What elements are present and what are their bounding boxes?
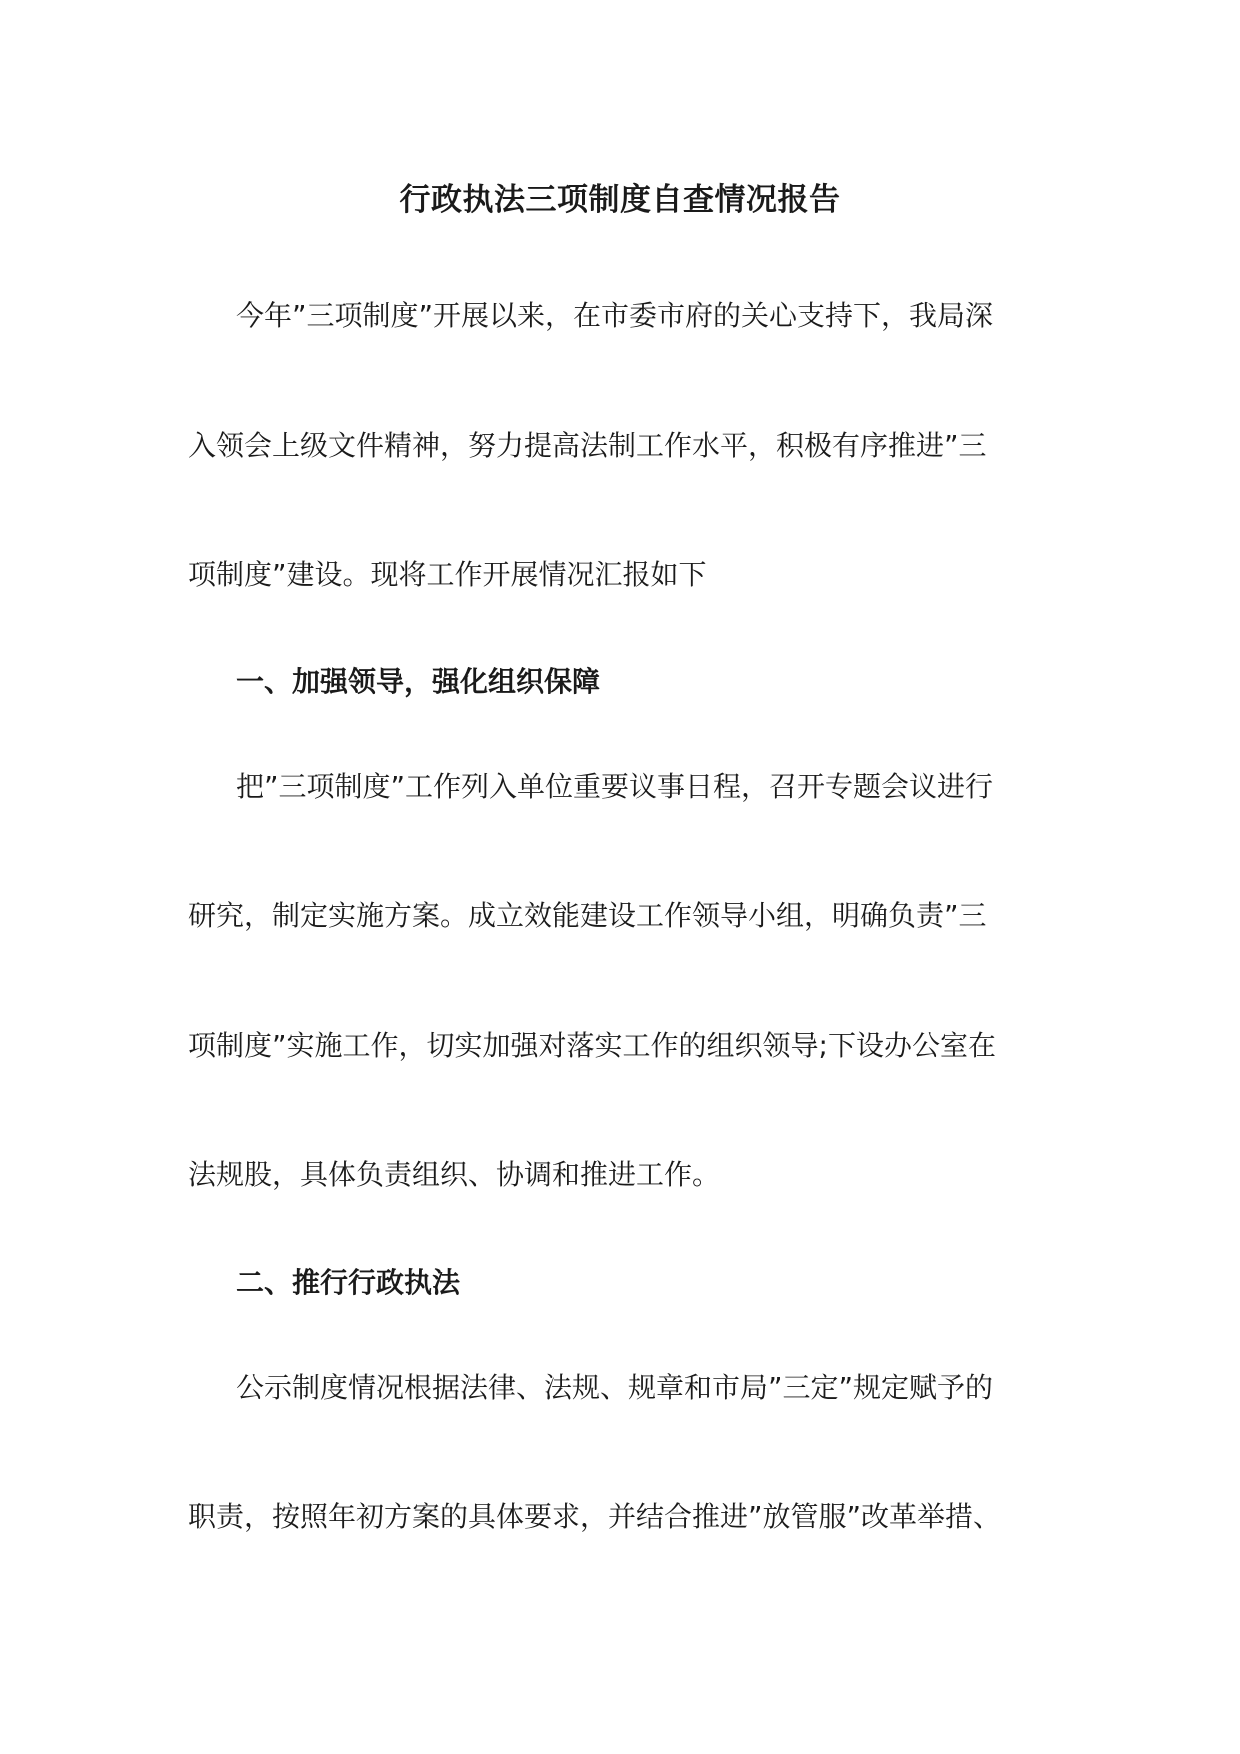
paragraph-line: 把”三项制度”工作列入单位重要议事日程，召开专题会议进行	[236, 770, 994, 803]
paragraph-line: 公示制度情况根据法律、法规、规章和市局”三定”规定赋予的	[236, 1371, 994, 1404]
paragraph-line: 项制度”实施工作，切实加强对落实工作的组织领导;下设办公室在	[188, 1029, 996, 1062]
paragraph-line: 研究，制定实施方案。成立效能建设工作领导小组，明确负责”三	[188, 899, 987, 932]
section-heading: 一、加强领导，强化组织保障	[236, 665, 601, 698]
paragraph-line: 入领会上级文件精神，努力提高法制工作水平，积极有序推进”三	[188, 429, 987, 462]
paragraph-line: 今年”三项制度”开展以来，在市委市府的关心支持下，我局深	[236, 299, 994, 332]
paragraph-line: 法规股，具体负责组织、协调和推进工作。	[188, 1158, 721, 1191]
paragraph-line: 项制度”建设。现将工作开展情况汇报如下	[188, 558, 707, 591]
paragraph-line: 职责，按照年初方案的具体要求，并结合推进”放管服”改革举措、	[188, 1500, 1002, 1533]
section-heading: 二、推行行政执法	[236, 1266, 461, 1299]
document-title: 行政执法三项制度自查情况报告	[399, 182, 841, 218]
